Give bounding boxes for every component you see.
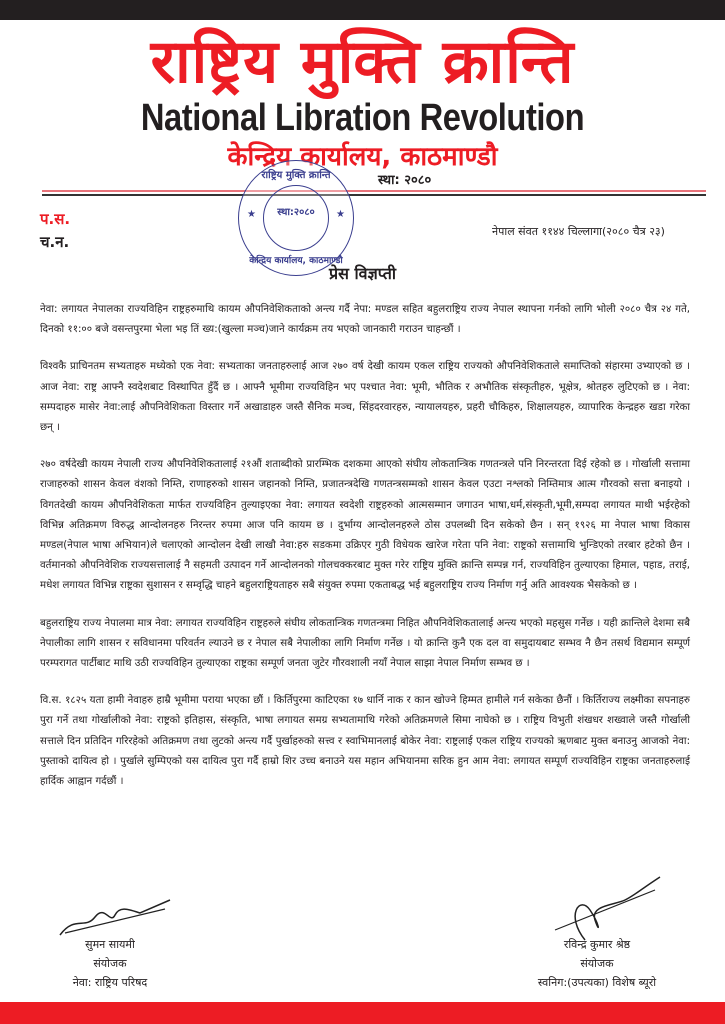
central-office-line: केन्द्रिय कार्यालय, काठमाण्डौ bbox=[227, 142, 498, 172]
paragraph: नेवा: लगायत नेपालका राज्यविहिन राष्ट्रहरुमाथि कायम औपनिवेशिकताको अन्त्य गर्दै नेपा: मण्डल सहित बहुलराष्ट्रिय राज्य नेपाल स्थापना गर्नको लागि भोली २०८० चैत्र २४ गते, दिनको ११:०० बजे वसन्तपुरमा भेला भइ तिं ख्य:(खुल्ला मञ्च)जाने कार्यक्रम तय भएको जानकारी गराउन चाहन्छौं । bbox=[40, 304, 690, 336]
signatory-name: सुमन सायमी bbox=[85, 938, 135, 951]
seal-top-text: राष्ट्रिय मुक्ति क्रान्ति bbox=[261, 170, 331, 181]
signatory-role: संयोजक bbox=[580, 957, 614, 970]
established-year: स्था: २०८० bbox=[378, 173, 432, 188]
star-icon: ★ bbox=[247, 209, 256, 220]
top-black-bar bbox=[0, 0, 725, 20]
signatory-name: रविन्द्र कुमार श्रेष्ठ bbox=[563, 938, 631, 951]
paragraph: वि.स. १८२५ यता हामी नेवाहरु हाम्रै भूमीमा पराया भएका छौं । किर्तिपुरमा काटिएका १७ धार्नि नाक र कान खोज्ने हिम्मत हामीले गर्न सकेका छैनौं । किर्तिराज्य लक्ष्मीका सपनाहरु पुरा गर्ने तथा गोर्खालीको नेवा: राष्ट्रको इतिहास, संस्कृति, भाषा लगायत समग्र सभ्यतामाथि गरेको अतिक्रमणले सिमा नाघेको छ । राष्ट्रिय विभुती शंखधर शख्वाले जस्तै गोर्खाली सत्ताले दिन प्रतिदिन गरिरहेको अतिक्रमण तथा लुटको अन्त्य गर्दै पुर्खाहरुको सत्त्व र स्वाभिमानलाई बोकेर नेवा: राष्ट्रलाई एकल राष्ट्रिय राज्यको ऋणबाट मुक्त बनाउनु आजको नेवा: पुस्ताको दायित्व हो । पुर्खाले सुम्पिएको यस दायित्व पुरा गर्दै हाम्रो शिर उच्च बनाउने यस महान अभियानमा सरिक हुन आम नेवा: लगायत सम्पूर्ण राज्यविहिन राष्ट्रका जनताहरुलाई हार्दिक आह्वान गर्दछौं । bbox=[40, 695, 690, 788]
party-name-english: National Libration Revolution bbox=[140, 97, 585, 139]
header-divider-red bbox=[42, 190, 706, 192]
press-release-heading: प्रेस विज्ञप्ती bbox=[329, 264, 396, 283]
signatory-organization: नेवा: राष्ट्रिय परिषद bbox=[72, 976, 148, 989]
seal-bottom-text: केन्द्रिय कार्यालय, काठमाण्डौ bbox=[249, 256, 343, 266]
paragraph: बहुलराष्ट्रिय राज्य नेपालमा मात्र नेवा: लगायत राज्यविहिन राष्ट्रहरुले संघीय लोकतान्त्रिक गणतन्त्रमा निहित औपनिवेशिकतालाई अन्त्य भएको महसुस गर्नेछ । यही क्रान्तिले देशमा सबै नेपालीका लागि शासन र सविधानमा परिवर्तन ल्याउने छ र नेपाल सबै नेपालीका लागि निर्माण गर्नेछ । यो क्रान्ति कुनै एक दल वा समुदायबाट सम्भव नै छैन तसर्थ विद्यमान सम्पूर्ण परम्परागत पार्टीबाट माथि उठी राज्यविहिन तुल्याएका राष्ट्रका सम्पूर्ण जनता जुटेर गौरवशाली नयाँ नेपाल साझा नेपाल निर्माण सम्भव छ । bbox=[40, 617, 690, 670]
paragraph: २७० वर्षदेखी कायम नेपाली राज्य औपनिवेशिकतालाई २१औं शताब्दीको प्रारम्भिक दशकमा आएको संघीय लोकतान्त्रिक गणतन्त्रले पनि निरन्तरता दिई रहेको छ । गोर्खाली सत्तामा राजाहरुको शासन केवल वंशको निम्ति, राणाहरुको शासन जहानको निम्ति, प्रजातन्त्रदेखि गणतन्त्रसम्मको शासन केवल एउटा नश्लको निम्तिमात्र आत्म गौरवको सत्ता बनाइयो । विगतदेखी कायम औपनिवेशिकता मार्फत राज्यविहिन तुल्याइएका नेवा: लगायत स्वदेशी राष्ट्रहरुको आत्मसम्मान जगाउन भाषा,धर्म,संस्कृती,भूमी,सम्पदा लगायत माथी भईरहेको विभिन्न अतिक्रमण विरुद्ध आन्दोलनहरु निरन्तर रुपमा आज पनि कायम छ । दुर्भाग्य आन्दोलनहरुले ठोस उपलब्धी दिन सकेको छैन । सन् १९२६ मा नेपाल भाषा विकास मण्डल(नेपाल भाषा अभियान)ले चलाएको आन्दोलन देखी लाखौ नेवा:हरु सडकमा उक्रिएर गुठी विधेयक खारेज गरेता पनि नेवा: राष्ट्रको सत्तामाथि भुन्डिएको तरबार हटेको छैन । वर्तमानको औपनिवेशिक राज्यसत्तालाई नै सहमती उत्पादन गर्ने आन्दोलनको गोलचक्करबाट मुक्त गरेर राष्ट्रिय मुक्ति क्रान्ति सम्पन्न गर्न, राज्यविहिन तुल्याएका हिमाल, पहाड, तराई, मधेश लगायत विभिन्न राष्ट्रका सुशासन र सम्वृद्धि चाहने बहुलराष्ट्रियताहरु सबै संयुक्त रुपमा एकताबद्ध भई बहुलराष्ट्रिय राज्य निर्माण गर्नु अति आवश्यक भैसकेको छ । bbox=[40, 459, 690, 592]
signatory-role: संयोजक bbox=[93, 957, 127, 970]
signatory-organization: स्वनिग:(उपत्यका) विशेष ब्यूरो bbox=[537, 976, 657, 989]
press-release-body bbox=[40, 300, 690, 809]
signatory-left bbox=[40, 935, 180, 992]
bottom-red-bar bbox=[0, 1002, 725, 1024]
paragraph: विश्वकै प्राचिनतम सभ्यताहरु मध्येको एक नेवा: सभ्यताका जनताहरुलाई आज २७० वर्ष देखी कायम एकल राष्ट्रिय राज्यको औपनिवेशिकताले समाप्तिको संहारमा उभ्याएको छ । आज नेवा: राष्ट्र आफ्नै स्वदेशबाट विस्थापित हुँदैं छ । आफ्नै भूमीमा राज्यविहिन भए पश्चात नेवा: भूमी, भौतिक र अभौतिक संस्कृतीहरु, भूक्षेत्र, श्रोतहरु लुटिएको छ । नेवा: सम्पदाहरु मासेर नेवा:लाई औपनिवेशिकता विस्तार गर्ने अखाडाहरु जस्तै सैनिक मञ्च, सिंहदरवारहरु, न्यायालयहरु, प्रहरी चौकिहरु, शिक्षालयहरु, व्यापारिक केन्द्रहरु खडा गरेका छन् । bbox=[40, 361, 690, 434]
document-date: नेपाल संवत ११४४ चिल्लागा(२०८० चैत्र २३) bbox=[492, 225, 665, 238]
party-name-nepali: राष्ट्रिय मुक्ति क्रान्ति bbox=[150, 27, 575, 97]
dispatch-number-label: च.न. bbox=[40, 233, 70, 251]
star-icon: ★ bbox=[336, 209, 345, 220]
official-seal-stamp bbox=[238, 160, 354, 276]
letter-number-label: प.स. bbox=[40, 210, 71, 228]
signatory-right bbox=[522, 935, 672, 992]
seal-inner-ring bbox=[263, 185, 329, 251]
seal-center-text: स्था:२०८० bbox=[277, 207, 315, 218]
header-divider-black bbox=[42, 194, 706, 196]
